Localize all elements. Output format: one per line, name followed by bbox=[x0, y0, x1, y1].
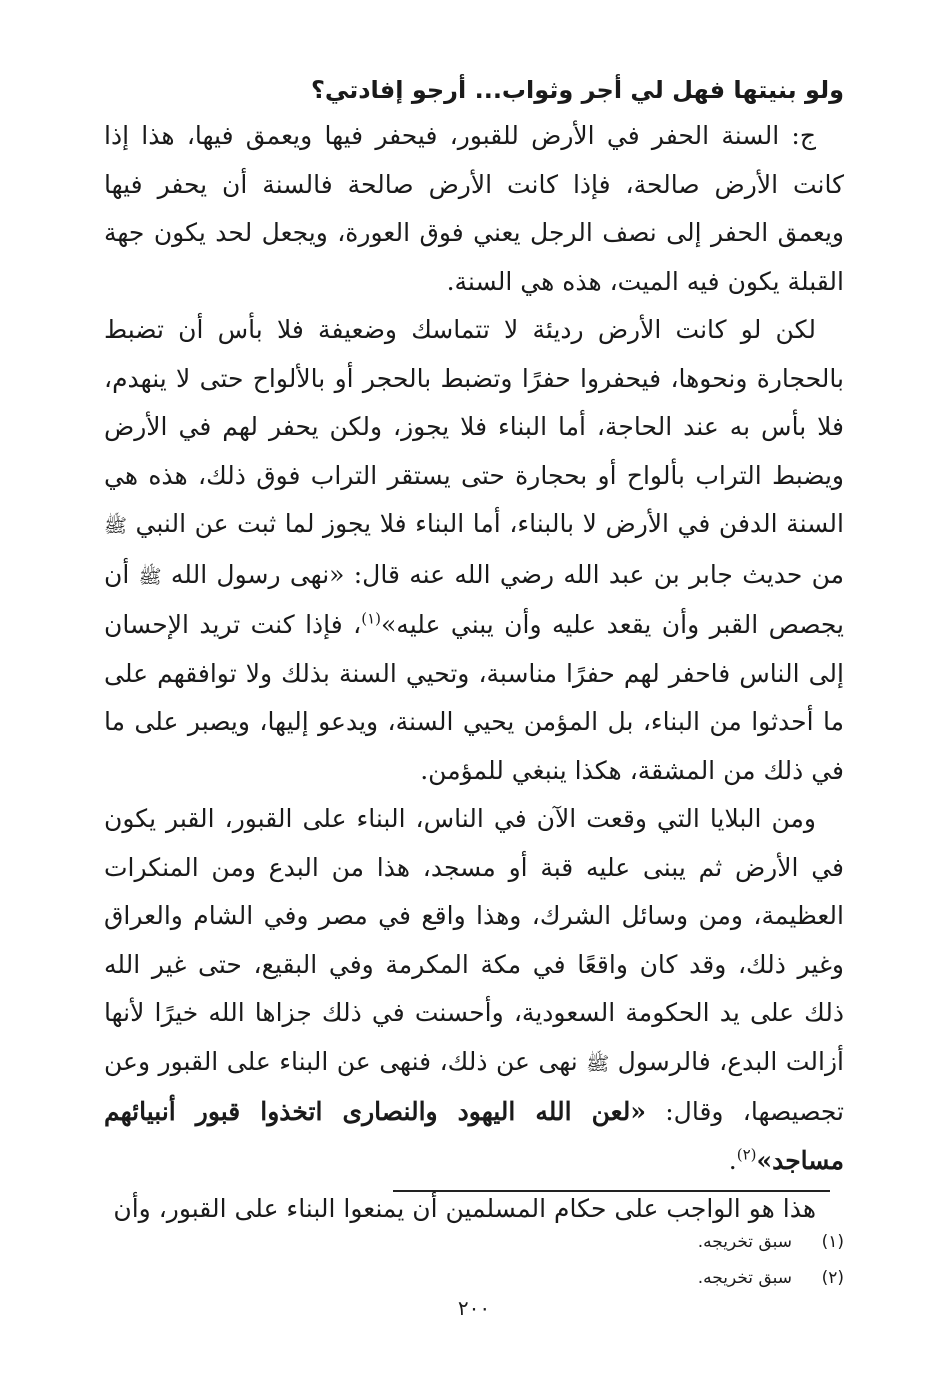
paragraph-1-text: ج: السنة الحفر في الأرض للقبور، فيحفر فيها ويعمق فيها، هذا إذا كانت الأرض صالحة، فإذا كانت الأرض صالحة فالسنة أن يحفر فيها ويعمق الحفر إلى نصف الرجل يعني فوق العورة، ويجعل لحد يكون جهة القبلة يكون فيه الميت، هذه هي السنة. bbox=[104, 121, 844, 296]
paragraph-3 bbox=[104, 795, 844, 1185]
salawat-symbol: ﷺ bbox=[586, 1052, 610, 1075]
paragraph-2-continuation: ، فإذا كنت تريد الإحسان إلى الناس فاحفر لهم حفرًا مناسبة، وتحيي السنة بذلك ولا توافقهم على ما أحدثوا من البناء، بل المؤمن يحيي السنة، ويدعو إليها، ويصبر على ما في ذلك من المشقة، هكذا ينبغي للمؤمن. bbox=[104, 610, 844, 785]
footnote-number: (١) bbox=[821, 1232, 844, 1252]
footnote-ref-1: (١) bbox=[361, 609, 381, 628]
answer-body bbox=[104, 112, 844, 1234]
paragraph-4-text: هذا هو الواجب على حكام المسلمين أن يمنعوا البناء على القبور، وأن bbox=[113, 1194, 816, 1223]
paragraph-2-hadith-intro: من حديث جابر بن عبد الله رضي الله عنه قال: «نهى رسول الله bbox=[170, 559, 844, 589]
footnote-2 bbox=[344, 1260, 844, 1296]
paragraph-3-text: ومن البلايا التي وقعت الآن في الناس، البناء على القبور، القبر يكون في الأرض ثم يبنى عليه قبة أو مسجد، هذا من البدع ومن المنكرات العظيمة، ومن وسائل الشرك، وهذا واقع في مصر وفي الشام والعراق وغير ذلك، وقد كان واقعًا في مكة المكرمة وفي البقيع، حتى غير الله ذلك على يد الحكومة السعودية، وأحسنت في ذلك جزاها الله خيرًا لأنها أزالت البدع، فالرسول bbox=[104, 804, 844, 1076]
salawat-symbol: ﷺ bbox=[138, 565, 162, 588]
paragraph-3-continuation: نهى عن ذلك، فنهى عن البناء على القبور وعن تجصيصها، وقال: bbox=[104, 1046, 844, 1126]
footnote-number: (٢) bbox=[821, 1268, 844, 1288]
footnote-ref-2: (٢) bbox=[736, 1145, 757, 1164]
question-heading: ولو بنيتها فهل لي أجر وثواب... أرجو إفادتي؟ bbox=[311, 76, 844, 104]
hadith-quote: «لعن الله اليهود والنصارى اتخذوا قبور أنبيائهم مساجد» bbox=[104, 1097, 844, 1175]
page-number: ٢٠٠ bbox=[457, 1296, 491, 1320]
footnote-separator bbox=[393, 1190, 830, 1192]
paragraph-2-text: لكن لو كانت الأرض رديئة لا تتماسك وضعيفة فلا بأس أن تضبط بالحجارة ونحوها، فيحفروا حفرًا وتضبط بالحجر أو بالألواح حتى لا ينهدم، فلا بأس به عند الحاجة، أما البناء فلا يجوز، ولكن يحفر لهم في الأرض ويضبط التراب بألواح أو بحجارة حتى يستقر التراب فوق ذلك، هذه هي السنة الدفن في الأرض لا بالبناء، أما البناء فلا يجوز لما ثبت عن النبي bbox=[104, 315, 844, 538]
footnotes bbox=[344, 1224, 844, 1296]
paragraph-3-end: . bbox=[728, 1145, 737, 1175]
paragraph-1 bbox=[104, 112, 844, 306]
paragraph-2-hadith-text: أن يجصص القبر وأن يقعد عليه وأن يبني عليه» bbox=[104, 559, 844, 639]
footnote-text: سبق تخريجه. bbox=[697, 1232, 792, 1252]
footnote-1 bbox=[344, 1224, 844, 1260]
paragraph-2 bbox=[104, 306, 844, 795]
salawat-symbol: ﷺ bbox=[104, 515, 127, 537]
footnote-text: سبق تخريجه. bbox=[697, 1268, 792, 1288]
